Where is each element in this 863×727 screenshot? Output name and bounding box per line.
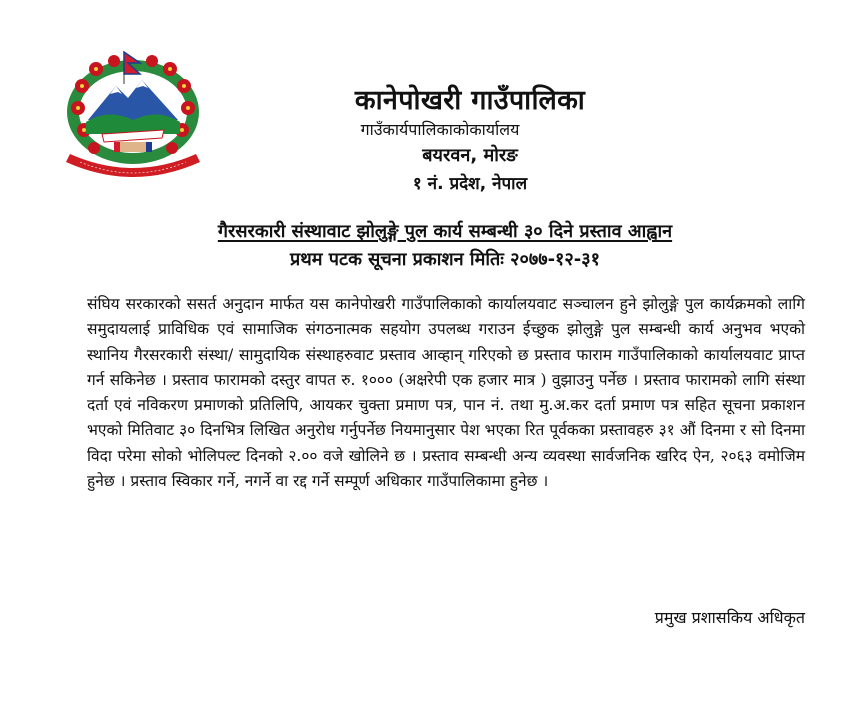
signatory-title: प्रमुख प्रशासकिय अधिकृत xyxy=(654,608,805,627)
notice-title-row xyxy=(60,219,830,243)
office-name: कानेपोखरी गाउँपालिका xyxy=(354,85,586,116)
handshake-icon xyxy=(114,142,152,152)
office-province: १ नं. प्रदेश, नेपाल xyxy=(412,174,528,194)
notice-body: संघिय सरकारको ससर्त अनुदान मार्फत यस कानेपोखरी गाउँपालिकाको कार्यालयवाट सञ्चालन हुने झोलुङ्गे पुल कार्यक्रमको लागि समुदायलाई प्राविधिक एवं सामाजिक संगठनात्मक सहयोग उपलब्ध गराउन ईच्छुक झोलुङ्गे पुल सम्बन्धी कार्य अनुभव भएको स्थानिय गैरसरकारी संस्था/ सामुदायिक संस्थाहरुवाट प्रस्ताव आव्हान् गरिएको छ प्रस्ताव फाराम गाउँपालिकाको कार्यालयवाट प्राप्त गर्न सकिनेछ । प्रस्ताव फारामको दस्तुर वापत रु. १००० (अक्षरेपी एक हजार मात्र ) वुझाउनु पर्नेछ । प्रस्ताव फारामको लागि संस्था दर्ता एवं नविकरण प्रमाणको प्रतिलिपि, आयकर चुक्ता प्रमाण पत्र, पान नं. तथा मु.अ.कर दर्ता प्रमाण पत्र सहित सूचना प्रकाशन भएको मितिवाट ३० दिनभित्र लिखित अनुरोध गर्नुपर्नेछ नियमानुसार पेश भएका रित पूर्वकका प्रस्तावहरु ३१ औं दिनमा र सो दिनमा विदा परेमा सोको भोलिपल्ट दिनको २.०० वजे खोलिने छ । प्रस्ताव सम्बन्धी अन्य व्यवस्था सार्वजनिक खरिद ऐन, २०६३ वमोजिम हुनेछ । प्रस्ताव स्विकार गर्ने, नगर्ने वा रद्द गर्ने सम्पूर्ण अधिकार गाउँपालिकामा हुनेछ । xyxy=(87,295,805,491)
office-place: बयरवन, मोरङ xyxy=(422,145,518,166)
notice-title: गैरसरकारी संस्थावाट झोलुङ्गे पुल कार्य सम्बन्धी ३० दिने प्रस्ताव आह्वान xyxy=(217,221,673,242)
notice-publication-date: प्रथम पटक सूचना प्रकाशन मितिः २०७७-१२-३१ xyxy=(290,249,600,270)
emblem-graphic xyxy=(58,50,208,180)
nepal-government-emblem-icon xyxy=(58,50,208,180)
office-subtitle: गाउँकार्यपालिकाकोकार्यालय xyxy=(360,120,520,139)
